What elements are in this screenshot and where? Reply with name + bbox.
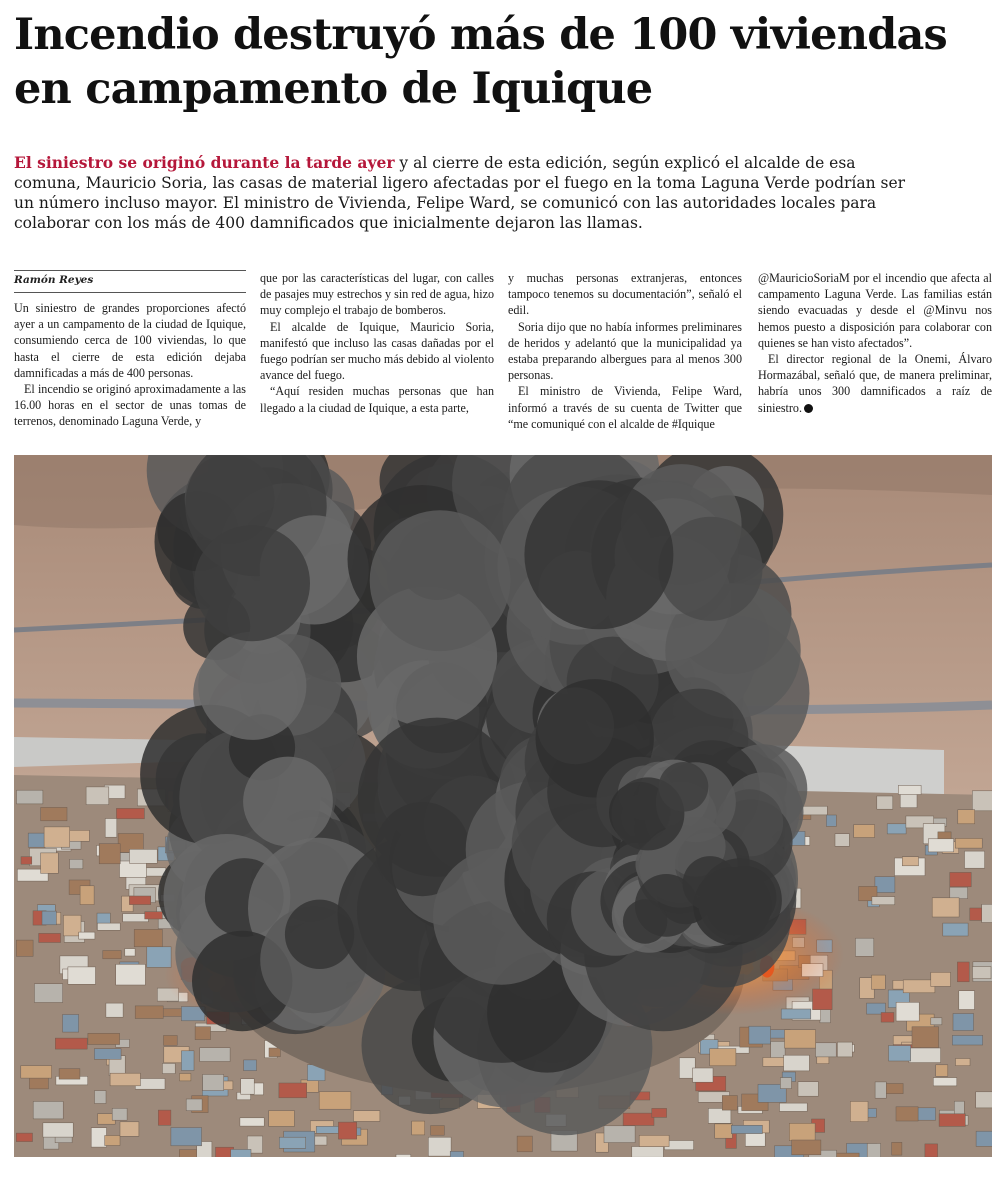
- house-roof: [710, 1049, 736, 1066]
- house-roof: [943, 923, 968, 936]
- smoke-puff: [658, 517, 762, 621]
- house-roof: [939, 1114, 965, 1127]
- house-roof: [103, 951, 121, 959]
- article-column-3: [508, 270, 742, 432]
- house-roof: [784, 1055, 810, 1071]
- article-column-2: [260, 270, 494, 416]
- house-roof: [240, 1118, 264, 1126]
- smoke-puff: [370, 510, 511, 651]
- column-4-paragraph-2-text: El director regional de la Onemi, Álvaro Hormazábal, señaló que, de manera preliminar, habría unos 300 damnificados a raíz de siniestro.: [758, 352, 992, 415]
- smoke-puff: [623, 899, 667, 943]
- house-roof: [837, 1042, 852, 1057]
- house-roof: [42, 911, 56, 925]
- smoke-puff: [194, 525, 310, 641]
- house-roof: [203, 1074, 224, 1090]
- house-roof: [16, 940, 33, 956]
- house-roof: [86, 787, 109, 805]
- house-roof: [450, 1151, 463, 1157]
- house-roof: [431, 1126, 445, 1136]
- column-3-paragraph-2: Soria dijo que no había informes preliminares de heridos y adelantó que la municipalidad ya estaba preparando albergues para al menos 300 personas.: [508, 319, 742, 383]
- house-roof: [79, 932, 95, 939]
- house-roof: [135, 1006, 163, 1019]
- house-roof: [872, 897, 895, 905]
- house-roof: [928, 839, 953, 852]
- house-roof: [39, 933, 61, 942]
- house-roof: [186, 1099, 202, 1111]
- house-roof: [850, 1101, 868, 1121]
- house-roof: [63, 1015, 79, 1033]
- house-roof: [33, 1101, 63, 1119]
- house-roof: [953, 1014, 974, 1031]
- house-roof: [957, 962, 969, 982]
- house-roof: [17, 790, 43, 804]
- house-roof: [319, 1092, 351, 1110]
- house-roof: [896, 1107, 918, 1121]
- house-roof: [976, 1131, 992, 1146]
- house-roof: [162, 1063, 175, 1073]
- house-roof: [130, 849, 158, 863]
- column-2-paragraph-3: “Aquí residen muchas personas que han llegado a la ciudad de Iquique, a esta parte,: [260, 384, 494, 415]
- house-roof: [896, 1002, 919, 1021]
- house-roof: [875, 1082, 886, 1098]
- house-roof: [59, 1069, 80, 1079]
- house-roof: [94, 1049, 121, 1060]
- house-roof: [875, 877, 895, 893]
- column-4-paragraph-2: [758, 351, 992, 416]
- house-roof: [55, 1038, 87, 1049]
- house-roof: [517, 1136, 532, 1152]
- house-roof: [269, 1111, 295, 1127]
- house-roof: [652, 1108, 667, 1117]
- house-roof: [161, 1009, 184, 1017]
- house-roof: [106, 1003, 123, 1017]
- house-roof: [129, 896, 150, 905]
- house-roof: [181, 1051, 194, 1071]
- house-roof: [44, 827, 70, 847]
- house-roof: [91, 1128, 106, 1147]
- house-roof: [41, 807, 67, 820]
- house-roof: [887, 824, 906, 834]
- house-roof: [105, 819, 117, 838]
- fire-photo-illustration: [14, 455, 992, 1157]
- house-roof: [354, 1111, 380, 1122]
- house-roof: [912, 1027, 939, 1048]
- column-2-paragraph-1: que por las características del lugar, con calles de pasajes muy estrechos y sin red de agua, hizo muy complejo el trabajo de bomberos.: [260, 271, 494, 318]
- house-roof: [80, 886, 94, 905]
- house-roof: [932, 898, 959, 917]
- column-4-paragraph-1: @MauricioSoriaM por el incendio que afecta al campamento Laguna Verde. Las familias están siendo evacuadas y desde el @Minvu nos hemos puesto a disposición para colaborar con quienes se han visto afectados”.: [758, 271, 992, 350]
- house-roof: [955, 838, 982, 848]
- house-roof: [41, 853, 59, 873]
- house-roof: [34, 984, 62, 1003]
- house-roof: [231, 1149, 251, 1157]
- house-roof: [70, 859, 83, 869]
- house-roof: [909, 1048, 941, 1063]
- house-roof: [925, 1144, 938, 1157]
- house-roof: [749, 1026, 771, 1044]
- house-roof: [269, 1048, 280, 1057]
- house-roof: [125, 949, 135, 956]
- house-roof: [958, 810, 975, 824]
- house-roof: [959, 991, 975, 1010]
- column-3-paragraph-1: y muchas personas extranjeras, entonces tampoco tenemos su documentación”, señaló el edil.: [508, 271, 742, 318]
- house-roof: [145, 912, 163, 919]
- house-roof: [902, 857, 918, 866]
- house-roof: [952, 1035, 982, 1045]
- house-roof: [771, 1041, 785, 1058]
- house-roof: [16, 1133, 32, 1142]
- house-roof: [116, 808, 144, 818]
- house-roof: [933, 1078, 957, 1086]
- house-roof: [158, 1110, 171, 1125]
- house-roof: [88, 1033, 120, 1044]
- house-roof: [731, 1125, 762, 1133]
- house-roof: [789, 1123, 815, 1140]
- house-roof: [898, 785, 921, 794]
- house-roof: [95, 1091, 107, 1104]
- house-roof: [244, 1060, 257, 1071]
- house-roof: [21, 857, 32, 865]
- house-roof: [950, 872, 971, 886]
- house-roof: [826, 815, 836, 826]
- byline: Ramón Reyes: [14, 274, 94, 286]
- house-roof: [889, 1046, 911, 1062]
- house-roof: [855, 938, 873, 956]
- column-2-paragraph-2: El alcalde de Iquique, Mauricio Soria, manifestó que incluso las casas dañadas por el fuego podrían ser mucho más debido al violento avance del fuego.: [260, 319, 494, 383]
- column-1-paragraph-1: Un siniestro de grandes proporciones afectó ayer a un campamento de la ciudad de Iquique, consumiendo cerca de 100 viviendas, lo que hasta el cierre de esta edición dejaba damnificadas a más de 400 personas.: [14, 301, 246, 380]
- house-roof: [950, 887, 968, 899]
- house-roof: [279, 1137, 305, 1148]
- house-roof: [854, 825, 875, 838]
- house-roof: [801, 806, 827, 815]
- house-roof: [931, 1018, 942, 1025]
- house-roof: [134, 929, 162, 946]
- house-roof: [171, 1128, 202, 1146]
- smoke-puff: [698, 858, 782, 942]
- house-roof: [120, 1122, 139, 1137]
- lead-paragraph: [14, 153, 914, 233]
- house-roof: [956, 1059, 971, 1066]
- house-roof: [877, 796, 893, 809]
- house-roof: [792, 1140, 821, 1155]
- house-roof: [180, 1074, 191, 1081]
- smoke-puff: [198, 632, 306, 740]
- end-mark-icon: [804, 404, 813, 413]
- house-roof: [976, 1092, 992, 1108]
- house-roof: [63, 915, 81, 936]
- house-roof: [279, 1083, 307, 1098]
- house-roof: [781, 1009, 811, 1019]
- house-roof: [835, 834, 849, 847]
- lead-text: y al cierre de esta edición, según explicó el alcalde de esa comuna, Mauricio Soria, las casas de material ligero afectadas por el fuego en la toma Laguna Verde podrían ser un número incluso mayor. El ministro de Vivienda, Felipe Ward, se comunicó con las autoridades locales para colaborar con los más de 400 damnificados que inicialmente dejaron las llamas.: [14, 154, 906, 232]
- house-roof: [780, 1078, 791, 1089]
- house-roof: [338, 1122, 356, 1139]
- house-roof: [903, 980, 935, 993]
- house-roof: [708, 1108, 731, 1123]
- house-roof: [21, 1066, 52, 1079]
- house-roof: [881, 1013, 894, 1023]
- smoke-puff: [243, 757, 333, 847]
- house-roof: [28, 833, 45, 847]
- house-roof: [982, 904, 992, 922]
- house-roof: [816, 1043, 837, 1057]
- house-roof: [604, 1126, 635, 1143]
- house-roof: [722, 1096, 737, 1111]
- house-roof: [241, 1079, 255, 1095]
- lead-kicker: El siniestro se originó durante la tarde ayer: [14, 153, 395, 172]
- house-roof: [931, 972, 951, 986]
- house-roof: [867, 1143, 880, 1157]
- smoke-puff: [524, 480, 673, 629]
- house-roof: [965, 851, 985, 868]
- house-roof: [200, 1048, 230, 1062]
- headline: Incendio destruyó más de 100 viviendas en campamento de Iquique: [14, 10, 947, 114]
- house-roof: [105, 1136, 120, 1146]
- house-roof: [693, 1068, 713, 1082]
- house-roof: [396, 1154, 411, 1157]
- house-roof: [412, 1121, 425, 1135]
- house-roof: [116, 964, 146, 985]
- house-roof: [715, 1124, 733, 1138]
- house-roof: [97, 923, 120, 930]
- house-roof: [872, 975, 886, 989]
- house-roof: [43, 1123, 73, 1137]
- house-roof: [195, 1027, 210, 1040]
- house-roof: [632, 1147, 664, 1158]
- article-column-4: [758, 270, 992, 416]
- house-roof: [780, 1103, 808, 1111]
- house-roof: [973, 967, 992, 979]
- byline-rule-bottom: [14, 292, 246, 293]
- house-roof: [798, 1082, 818, 1097]
- house-roof: [892, 1142, 902, 1155]
- house-roof: [428, 1137, 451, 1156]
- house-roof: [112, 1108, 127, 1120]
- byline-rule-top: [14, 270, 246, 271]
- column-3-paragraph-3: El ministro de Vivienda, Felipe Ward, informó a través de su cuenta de Twitter que “me comuniqué con el alcalde de #Iquique: [508, 384, 742, 431]
- article-column-1: [14, 300, 246, 430]
- house-roof: [68, 967, 96, 984]
- column-1-paragraph-2: El incendio se originó aproximadamente a las 16.00 horas en el sector de unas tomas de terrenos, denominado Laguna Verde, y: [14, 382, 246, 429]
- house-roof: [972, 791, 992, 811]
- smoke-puff: [659, 762, 709, 812]
- house-roof: [164, 1036, 178, 1046]
- house-roof: [110, 1073, 140, 1086]
- house-roof: [936, 1065, 948, 1077]
- house-roof: [99, 844, 120, 864]
- house-roof: [179, 1150, 199, 1157]
- house-roof: [639, 1135, 669, 1146]
- house-roof: [785, 1030, 816, 1048]
- house-roof: [623, 1113, 654, 1125]
- fire-photo: [14, 455, 992, 1157]
